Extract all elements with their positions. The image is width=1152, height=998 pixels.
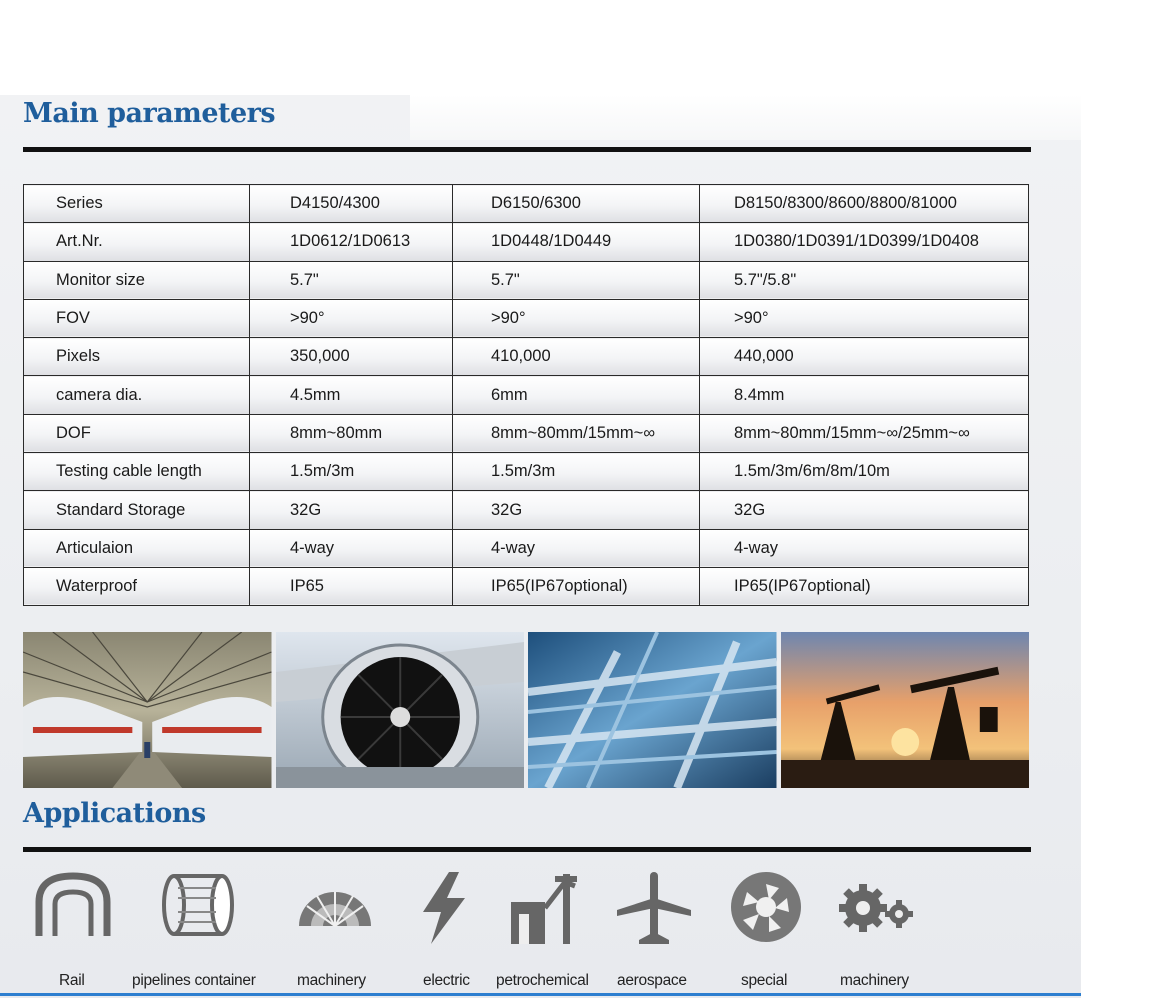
app-label-special: special <box>741 972 788 989</box>
header-fade <box>410 95 1081 140</box>
param-label: Testing cable length <box>24 453 250 491</box>
main-parameters-title: Main parameters <box>23 98 276 129</box>
param-value: 440,000 <box>700 338 1029 376</box>
param-value: 4-way <box>250 529 453 567</box>
param-label: Monitor size <box>24 261 250 299</box>
gears-icon <box>839 882 913 936</box>
param-value: 1D0448/1D0449 <box>453 223 700 261</box>
table-row <box>24 185 1029 223</box>
param-value: IP65(IP67optional) <box>700 567 1029 605</box>
jet-engine-photo <box>276 632 525 788</box>
app-label-aerospace: aerospace <box>617 972 687 989</box>
table-row <box>24 261 1029 299</box>
param-value: 5.7"/5.8" <box>700 261 1029 299</box>
param-value: >90° <box>700 299 1029 337</box>
rail-icon <box>35 872 111 936</box>
param-label: DOF <box>24 414 250 452</box>
table-row <box>24 299 1029 337</box>
param-value: 6mm <box>453 376 700 414</box>
table-row <box>24 376 1029 414</box>
pumpjack-icon <box>509 872 581 944</box>
param-value: 1.5m/3m/6m/8m/10m <box>700 453 1029 491</box>
param-value: 32G <box>453 491 700 529</box>
applications-list <box>23 862 1029 998</box>
table-row <box>24 453 1029 491</box>
param-value: >90° <box>453 299 700 337</box>
param-value: 410,000 <box>453 338 700 376</box>
pipeline-icon <box>160 872 236 938</box>
table-row <box>24 491 1029 529</box>
param-label: camera dia. <box>24 376 250 414</box>
param-label: FOV <box>24 299 250 337</box>
table-row <box>24 529 1029 567</box>
table-row <box>24 223 1029 261</box>
param-value: 8mm~80mm/15mm~∞ <box>453 414 700 452</box>
airplane-icon <box>617 870 691 944</box>
app-label-electric: electric <box>423 972 470 989</box>
param-value: 5.7" <box>250 261 453 299</box>
param-value: 1D0380/1D0391/1D0399/1D0408 <box>700 223 1029 261</box>
pipeline-plant-photo <box>528 632 777 788</box>
param-value: D4150/4300 <box>250 185 453 223</box>
param-label: Pixels <box>24 338 250 376</box>
applications-rule <box>23 847 1031 852</box>
bottom-accent-line <box>0 993 1081 996</box>
lightning-icon <box>419 872 469 944</box>
param-value: D8150/8300/8600/8800/81000 <box>700 185 1029 223</box>
train-depot-photo <box>23 632 272 788</box>
param-value: D6150/6300 <box>453 185 700 223</box>
param-value: 1.5m/3m <box>453 453 700 491</box>
app-label-petrochemical: petrochemical <box>496 972 589 989</box>
param-value: 1D0612/1D0613 <box>250 223 453 261</box>
table-row <box>24 414 1029 452</box>
param-value: 8mm~80mm <box>250 414 453 452</box>
param-value: 4-way <box>453 529 700 567</box>
oil-pumpjack-photo <box>781 632 1030 788</box>
param-label: Articulaion <box>24 529 250 567</box>
param-value: 32G <box>700 491 1029 529</box>
param-value: 5.7" <box>453 261 700 299</box>
applications-title: Applications <box>23 798 206 829</box>
app-label-rail: Rail <box>59 972 85 989</box>
parameters-table <box>23 184 1029 606</box>
param-value: IP65(IP67optional) <box>453 567 700 605</box>
param-label: Waterproof <box>24 567 250 605</box>
table-row <box>24 338 1029 376</box>
param-label: Standard Storage <box>24 491 250 529</box>
param-label: Art.Nr. <box>24 223 250 261</box>
app-label-machinery: machinery <box>297 972 366 989</box>
param-value: 350,000 <box>250 338 453 376</box>
param-value: IP65 <box>250 567 453 605</box>
param-value: 8mm~80mm/15mm~∞/25mm~∞ <box>700 414 1029 452</box>
param-value: 8.4mm <box>700 376 1029 414</box>
param-value: 4.5mm <box>250 376 453 414</box>
aperture-icon <box>729 870 803 944</box>
param-value: 1.5m/3m <box>250 453 453 491</box>
machinery-icon <box>297 888 373 928</box>
app-label-machinery-2: machinery <box>840 972 909 989</box>
param-value: >90° <box>250 299 453 337</box>
table-row <box>24 567 1029 605</box>
application-photos <box>23 632 1029 788</box>
param-value: 32G <box>250 491 453 529</box>
title-rule <box>23 147 1031 152</box>
app-label-pipelines: pipelines container <box>132 972 256 989</box>
param-label: Series <box>24 185 250 223</box>
param-value: 4-way <box>700 529 1029 567</box>
